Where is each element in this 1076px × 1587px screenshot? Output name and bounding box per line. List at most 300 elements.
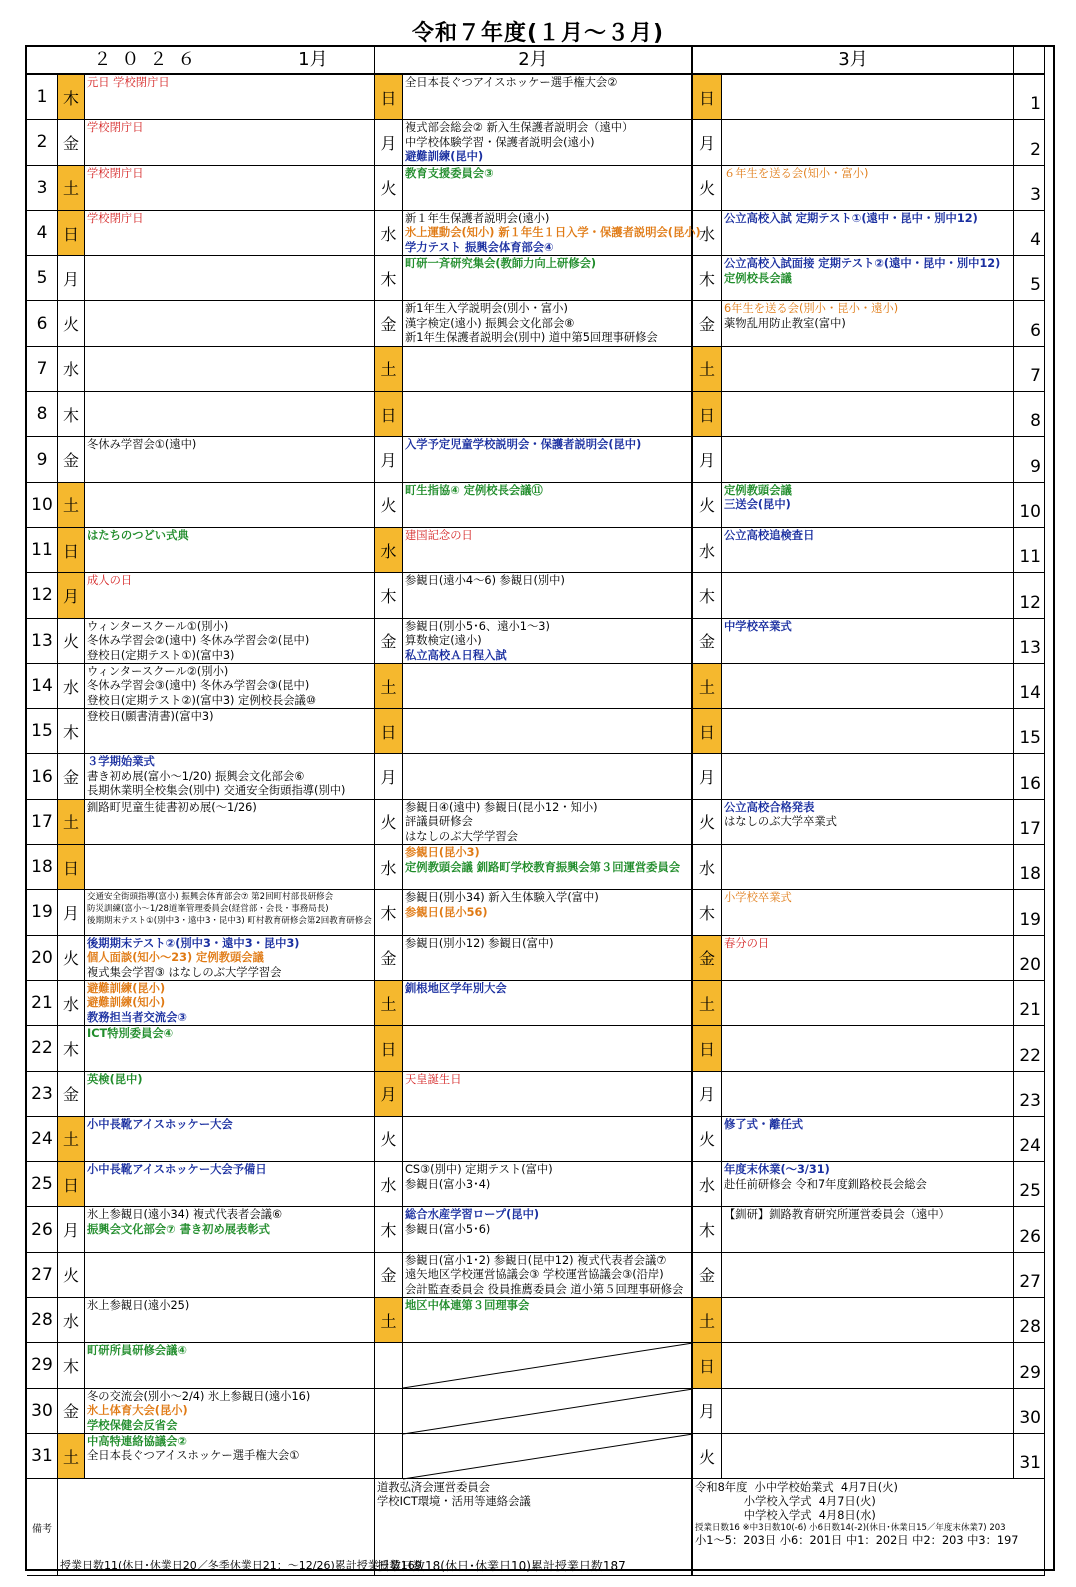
day-number-right: 10 xyxy=(1014,483,1045,528)
event-text: 6年生を送る会(別小・昆小・遠小) xyxy=(724,302,899,316)
event-text: 公立高校入試 定期テスト①(遠中・昆中・別中12) xyxy=(724,211,978,225)
events-january xyxy=(85,211,375,256)
weekday-february: 月 xyxy=(375,754,403,799)
weekday-march: 日 xyxy=(693,1343,722,1388)
event-text: はなしのぶ大学卒業式 xyxy=(724,815,837,829)
events-january xyxy=(85,120,375,165)
events-january xyxy=(85,1162,375,1207)
header-corner xyxy=(1014,47,1045,75)
weekday-january: 土 xyxy=(58,166,85,211)
events-february xyxy=(403,120,693,165)
weekday-march: 日 xyxy=(693,1026,722,1071)
event-text: ウィンタースクール②(別小) xyxy=(87,664,229,678)
events-january xyxy=(85,75,375,120)
event-text: 定例校長会議 xyxy=(724,271,792,285)
events-march xyxy=(722,1253,1014,1298)
events-march xyxy=(722,664,1014,709)
events-january xyxy=(85,1389,375,1434)
events-january xyxy=(85,1072,375,1117)
event-text: 総合水産学習ロープ(昆中) xyxy=(405,1208,540,1222)
weekday-january: 日 xyxy=(58,528,85,573)
weekday-march: 土 xyxy=(693,981,722,1026)
events-march xyxy=(722,528,1014,573)
month-label-january: 1月 xyxy=(298,49,328,70)
weekday-january: 月 xyxy=(58,890,85,935)
weekday-january: 金 xyxy=(58,437,85,482)
day-number: 25 xyxy=(27,1162,58,1207)
weekday-february: 水 xyxy=(375,845,403,890)
event-text: 年度末休業(～3/31) xyxy=(724,1163,830,1177)
weekday-january: 日 xyxy=(58,211,85,256)
event-text: 参観日(富小1･2) 参観日(昆中12) 複式代表者会議⑦ xyxy=(405,1253,667,1267)
events-january xyxy=(85,1298,375,1343)
weekday-january: 金 xyxy=(58,1072,85,1117)
february-total: 授業日数18(休日･休業日10)累計授業日数187 xyxy=(377,1559,626,1574)
event-text: 公立高校追検査日 xyxy=(724,528,815,542)
weekday-march: 月 xyxy=(693,1389,722,1434)
day-number: 2 xyxy=(27,120,58,165)
weekday-march: 月 xyxy=(693,120,722,165)
remarks-label: 備考 xyxy=(27,1479,58,1576)
event-text: 釧根地区学年別大会 xyxy=(405,981,507,995)
day-number: 4 xyxy=(27,211,58,256)
unused-day-slash xyxy=(403,1343,693,1389)
weekday-february: 土 xyxy=(375,1298,403,1343)
event-text: 教務担当者交流会③ xyxy=(87,1010,187,1024)
day-number: 8 xyxy=(27,392,58,437)
weekday-january: 木 xyxy=(58,709,85,754)
events-february xyxy=(403,166,693,211)
events-march xyxy=(722,483,1014,528)
events-february xyxy=(403,347,693,392)
events-february xyxy=(403,75,693,120)
events-january xyxy=(85,981,375,1026)
day-number-right: 5 xyxy=(1014,256,1045,301)
events-january xyxy=(85,1026,375,1071)
events-january xyxy=(85,301,375,346)
weekday-march: 月 xyxy=(693,1072,722,1117)
day-number-right: 30 xyxy=(1014,1389,1045,1434)
weekday-january: 水 xyxy=(58,981,85,1026)
day-number: 29 xyxy=(27,1343,58,1388)
day-number-right: 1 xyxy=(1014,75,1045,120)
calendar-grid xyxy=(25,45,1055,1574)
events-february xyxy=(403,1253,693,1298)
event-text: 参観日(別小34) 新入生体験入学(富中) xyxy=(405,891,599,905)
weekday-february: 木 xyxy=(375,890,403,935)
event-text: 小学校卒業式 xyxy=(724,891,792,905)
day-number-right: 28 xyxy=(1014,1298,1045,1343)
day-number: 12 xyxy=(27,573,58,618)
weekday-march: 土 xyxy=(693,1298,722,1343)
weekday-january: 土 xyxy=(58,800,85,845)
events-january xyxy=(85,619,375,664)
events-march xyxy=(722,437,1014,482)
event-text: 長期休業明全校集会(別中) 交通安全街頭指導(別中) xyxy=(87,784,346,798)
day-number: 28 xyxy=(27,1298,58,1343)
events-february xyxy=(403,1026,693,1071)
events-march xyxy=(722,709,1014,754)
weekday-january: 水 xyxy=(58,347,85,392)
events-february xyxy=(403,437,693,482)
weekday-march: 木 xyxy=(693,256,722,301)
weekday-february: 水 xyxy=(375,1162,403,1207)
weekday-february xyxy=(375,1389,403,1434)
weekday-march: 木 xyxy=(693,1207,722,1252)
weekday-january: 月 xyxy=(58,256,85,301)
march-total: 小1～5：203日 小6：201日 中1：202日 中2：203 中3：197 xyxy=(695,1534,1019,1548)
weekday-february: 水 xyxy=(375,528,403,573)
events-march xyxy=(722,754,1014,799)
day-number: 23 xyxy=(27,1072,58,1117)
weekday-february: 水 xyxy=(375,211,403,256)
day-number-right: 3 xyxy=(1014,166,1045,211)
weekday-february: 月 xyxy=(375,1072,403,1117)
events-january xyxy=(85,1253,375,1298)
event-text: 参観日(別小5･6、遠小1～3) xyxy=(405,619,550,633)
weekday-january: 月 xyxy=(58,573,85,618)
day-number: 30 xyxy=(27,1389,58,1434)
events-january xyxy=(85,709,375,754)
march-day-counts: 授業日数16 ※中3日数10(-6) 小6日数14(-2)(休日･休業日15／年度末休業7) 203 xyxy=(695,1523,1006,1534)
events-january xyxy=(85,890,375,935)
day-number: 17 xyxy=(27,800,58,845)
events-february xyxy=(403,936,693,981)
day-number-right: 7 xyxy=(1014,347,1045,392)
events-march xyxy=(722,619,1014,664)
weekday-february: 火 xyxy=(375,483,403,528)
event-text: 中高特連絡協議会② xyxy=(87,1434,187,1448)
events-february xyxy=(403,1117,693,1162)
event-text: 全日本長ぐつアイスホッケー選手権大会② xyxy=(405,76,618,89)
event-text: 氷上運動会(知小) 新１年生１日入学・保護者説明会(昆小) xyxy=(405,226,701,240)
event-text: 参観日(昆小3) xyxy=(405,846,480,860)
event-text: ６年生を送る会(知小・富小) xyxy=(724,166,869,180)
event-text: 避難訓練(昆小) xyxy=(87,981,166,995)
events-february xyxy=(403,528,693,573)
event-text: 登校日(定期テスト①)(富中3) xyxy=(87,648,235,662)
day-number-right: 27 xyxy=(1014,1253,1045,1298)
weekday-february: 木 xyxy=(375,256,403,301)
day-number-right: 18 xyxy=(1014,845,1045,890)
day-number: 9 xyxy=(27,437,58,482)
day-number-right: 2 xyxy=(1014,120,1045,165)
events-february xyxy=(403,573,693,618)
remark-line: 学校ICT環境・活用等連絡会議 xyxy=(377,1495,531,1509)
events-january xyxy=(85,256,375,301)
event-text: 定例教頭会議 釧路町学校教育振興会第３回運営委員会 xyxy=(405,860,681,874)
day-number: 21 xyxy=(27,981,58,1026)
weekday-february: 金 xyxy=(375,936,403,981)
events-january xyxy=(85,1207,375,1252)
event-text: 春分の日 xyxy=(724,936,770,950)
event-text: 学校閉庁日 xyxy=(87,211,144,225)
day-number-right: 4 xyxy=(1014,211,1045,256)
event-text: 天皇誕生日 xyxy=(405,1072,462,1086)
weekday-february: 金 xyxy=(375,301,403,346)
events-march xyxy=(722,1389,1014,1434)
event-text: 学力テスト 振興会体育部会④ xyxy=(405,240,554,254)
events-january xyxy=(85,936,375,981)
events-february xyxy=(403,483,693,528)
events-january xyxy=(85,347,375,392)
event-text: はたちのつどい式典 xyxy=(87,528,189,542)
day-number-right: 21 xyxy=(1014,981,1045,1026)
event-text: 成人の日 xyxy=(87,574,133,588)
event-text: 後期期末テスト①(別中3・遠中3・昆中3) 町村教育研修会第2回教育研修会 xyxy=(87,916,372,927)
day-number: 31 xyxy=(27,1434,58,1479)
day-number-right: 17 xyxy=(1014,800,1045,845)
events-january xyxy=(85,528,375,573)
events-march xyxy=(722,936,1014,981)
events-february xyxy=(403,1207,693,1252)
events-march xyxy=(722,211,1014,256)
events-february xyxy=(403,1434,693,1479)
events-march xyxy=(722,1162,1014,1207)
event-text: 全日本長ぐつアイスホッケー選手権大会① xyxy=(87,1449,300,1463)
event-text: 算数検定(遠小) xyxy=(405,634,482,648)
day-number: 13 xyxy=(27,619,58,664)
day-number-right: 16 xyxy=(1014,754,1045,799)
day-number: 3 xyxy=(27,166,58,211)
weekday-march: 金 xyxy=(693,619,722,664)
weekday-march: 日 xyxy=(693,392,722,437)
event-text: 書き初め展(富小～1/20) 振興会文化部会⑥ xyxy=(87,769,305,783)
january-total: 授業日数11(休日･休業日20／冬季休業日21：～12/26)累計授業日数169 xyxy=(60,1559,422,1573)
event-text: 交通安全街頭指導(富小) 振興会体育部会⑦ 第2回町村部長研修会 xyxy=(87,892,334,903)
weekday-february: 火 xyxy=(375,166,403,211)
events-march xyxy=(722,301,1014,346)
weekday-january: 木 xyxy=(58,75,85,120)
unused-day-slash xyxy=(403,1434,693,1480)
event-text: 【釧研】釧路教育研究所運営委員会（遠中） xyxy=(724,1208,950,1222)
events-march xyxy=(722,981,1014,1026)
weekday-february: 日 xyxy=(375,75,403,120)
day-number-right: 24 xyxy=(1014,1117,1045,1162)
event-text: 参観日(富小3･4) xyxy=(405,1177,491,1191)
weekday-march: 金 xyxy=(693,301,722,346)
weekday-march: 土 xyxy=(693,347,722,392)
day-number: 24 xyxy=(27,1117,58,1162)
event-text: 後期期末テスト②(別中3・遠中3・昆中3) xyxy=(87,936,300,950)
event-text: 防災訓練(富小～1/28道峯管理委員会(経営部・会長・事務局長) xyxy=(87,904,329,915)
event-text: 学校閉庁日 xyxy=(87,121,144,135)
events-march xyxy=(722,1026,1014,1071)
weekday-january: 月 xyxy=(58,1207,85,1252)
weekday-january: 木 xyxy=(58,1343,85,1388)
event-text: はなしのぶ大学学習会 xyxy=(405,829,518,843)
event-text: 氷上参観日(遠小34) 複式代表者会議⑥ xyxy=(87,1208,283,1222)
event-text: 建国記念の日 xyxy=(405,528,473,542)
events-january xyxy=(85,1434,375,1479)
events-march xyxy=(722,1298,1014,1343)
events-march xyxy=(722,256,1014,301)
weekday-march: 火 xyxy=(693,483,722,528)
event-text: 地区中体連第３回理事会 xyxy=(405,1299,530,1313)
remark-line: 中学校入学式 4月8日(水) xyxy=(695,1509,876,1523)
event-text: 参観日(別小12) 参観日(富中) xyxy=(405,936,554,950)
event-text: 町研一斉研究集会(教師力向上研修会) xyxy=(405,257,597,271)
weekday-march: 水 xyxy=(693,211,722,256)
event-text: 冬休み学習会②(遠中) 冬休み学習会②(昆中) xyxy=(87,634,310,648)
weekday-february: 土 xyxy=(375,981,403,1026)
page-title: 令和７年度(１月～３月) xyxy=(411,21,665,46)
weekday-march: 日 xyxy=(693,709,722,754)
day-number-right: 23 xyxy=(1014,1072,1045,1117)
day-number-right: 20 xyxy=(1014,936,1045,981)
event-text: 漢字検定(遠小) 振興会文化部会⑧ xyxy=(405,316,575,330)
events-january xyxy=(85,392,375,437)
day-number: 18 xyxy=(27,845,58,890)
weekday-january: 金 xyxy=(58,120,85,165)
events-march xyxy=(722,75,1014,120)
weekday-january: 火 xyxy=(58,301,85,346)
day-number: 10 xyxy=(27,483,58,528)
day-number-right: 19 xyxy=(1014,890,1045,935)
weekday-march: 月 xyxy=(693,437,722,482)
event-text: 氷上体育大会(昆小) xyxy=(87,1404,188,1418)
day-number: 26 xyxy=(27,1207,58,1252)
event-text: 参観日(富小5･6) xyxy=(405,1222,491,1236)
event-text: ICT特別委員会④ xyxy=(87,1027,174,1041)
day-number-right: 29 xyxy=(1014,1343,1045,1388)
year-label: ２０２６ xyxy=(93,49,206,70)
weekday-march: 水 xyxy=(693,1162,722,1207)
remarks-march xyxy=(693,1479,1045,1576)
events-february xyxy=(403,1162,693,1207)
day-number: 27 xyxy=(27,1253,58,1298)
event-text: 参観日(遠小4～6) 参観日(別中) xyxy=(405,574,565,588)
event-text: 振興会文化部会⑦ 書き初め展表彰式 xyxy=(87,1222,270,1236)
events-march xyxy=(722,890,1014,935)
weekday-march: 土 xyxy=(693,664,722,709)
weekday-january: 日 xyxy=(58,845,85,890)
events-march xyxy=(722,1434,1014,1479)
events-january xyxy=(85,437,375,482)
weekday-january: 水 xyxy=(58,1298,85,1343)
event-text: 個人面談(知小～23) 定例教頭会議 xyxy=(87,951,264,965)
day-number: 16 xyxy=(27,754,58,799)
day-number-right: 8 xyxy=(1014,392,1045,437)
day-number-right: 22 xyxy=(1014,1026,1045,1071)
event-text: 公立高校入試面接 定期テスト②(遠中・昆中・別中12) xyxy=(724,257,1001,271)
weekday-january: 火 xyxy=(58,1253,85,1298)
events-february xyxy=(403,664,693,709)
events-february xyxy=(403,800,693,845)
event-text: 入学予定児童学校説明会・保護者説明会(昆中) xyxy=(405,438,642,452)
events-january xyxy=(85,845,375,890)
events-january xyxy=(85,1343,375,1388)
day-number-right: 12 xyxy=(1014,573,1045,618)
event-text: 登校日(願書清書)(富中3) xyxy=(87,710,214,724)
event-text: 中学校体験学習・保護者説明会(遠小) xyxy=(405,135,595,149)
weekday-march: 火 xyxy=(693,1434,722,1479)
weekday-march: 火 xyxy=(693,800,722,845)
events-february xyxy=(403,1298,693,1343)
weekday-february: 金 xyxy=(375,1253,403,1298)
event-text: 新１年生保護者説明会(遠小) xyxy=(405,211,550,225)
events-february xyxy=(403,1389,693,1434)
event-text: 評議員研修会 xyxy=(405,815,473,829)
events-february xyxy=(403,256,693,301)
event-text: 小中長靴アイスホッケー大会予備日 xyxy=(87,1163,267,1177)
event-text: 冬休み学習会③(遠中) 冬休み学習会③(昆中) xyxy=(87,679,310,693)
weekday-march: 日 xyxy=(693,75,722,120)
events-february xyxy=(403,709,693,754)
events-february xyxy=(403,1343,693,1388)
weekday-february: 火 xyxy=(375,1117,403,1162)
unused-day-slash xyxy=(403,1389,693,1435)
weekday-february: 月 xyxy=(375,437,403,482)
event-text: 三送会(昆中) xyxy=(724,498,791,512)
event-text: ３学期始業式 xyxy=(87,755,155,769)
events-march xyxy=(722,573,1014,618)
event-text: 新1年生入学説明会(別小・富小) xyxy=(405,302,568,316)
weekday-march: 火 xyxy=(693,166,722,211)
events-january xyxy=(85,483,375,528)
weekday-january: 木 xyxy=(58,392,85,437)
event-text: 中学校卒業式 xyxy=(724,619,792,633)
events-march xyxy=(722,845,1014,890)
day-number: 14 xyxy=(27,664,58,709)
event-text: 避難訓練(知小) xyxy=(87,996,166,1010)
weekday-january: 金 xyxy=(58,1389,85,1434)
weekday-january: 土 xyxy=(58,483,85,528)
weekday-january: 金 xyxy=(58,754,85,799)
day-number: 6 xyxy=(27,301,58,346)
events-january xyxy=(85,1117,375,1162)
weekday-february: 月 xyxy=(375,120,403,165)
weekday-march: 木 xyxy=(693,890,722,935)
weekday-march: 水 xyxy=(693,845,722,890)
day-number-right: 11 xyxy=(1014,528,1045,573)
remark-line: 道教弘済会運営委員会 xyxy=(377,1481,490,1495)
weekday-february: 土 xyxy=(375,347,403,392)
weekday-february: 金 xyxy=(375,619,403,664)
day-number: 1 xyxy=(27,75,58,120)
events-march xyxy=(722,120,1014,165)
events-february xyxy=(403,754,693,799)
weekday-february: 木 xyxy=(375,1207,403,1252)
event-text: 参観日④(遠中) 参観日(昆小12・知小) xyxy=(405,800,598,814)
events-march xyxy=(722,800,1014,845)
events-february xyxy=(403,619,693,664)
remarks-february xyxy=(375,1479,693,1576)
weekday-march: 金 xyxy=(693,1253,722,1298)
event-text: 会計監査委員会 役員推薦委員会 道小第５回理事研修会 xyxy=(405,1282,684,1296)
events-january xyxy=(85,754,375,799)
event-text: 修了式・離任式 xyxy=(724,1117,804,1131)
events-february xyxy=(403,1072,693,1117)
event-text: 学校保健会反省会 xyxy=(87,1418,178,1432)
event-text: 釧路町児童生徒書初め展(～1/26) xyxy=(87,800,257,814)
remark-line: 令和8年度 小中学校始業式 4月7日(火) xyxy=(695,1481,898,1495)
weekday-january: 水 xyxy=(58,664,85,709)
event-text: 英検(昆中) xyxy=(87,1072,143,1086)
events-march xyxy=(722,1343,1014,1388)
day-number-right: 25 xyxy=(1014,1162,1045,1207)
event-text: 薬物乱用防止教室(富中) xyxy=(724,316,846,330)
event-text: 複式集会学習③ はなしのぶ大学学習会 xyxy=(87,965,282,979)
event-text: 定例教頭会議 xyxy=(724,483,792,497)
weekday-march: 火 xyxy=(693,1117,722,1162)
event-text: 冬休み学習会①(遠中) xyxy=(87,438,197,452)
event-text: 元日 学校閉庁日 xyxy=(87,76,170,89)
day-number: 20 xyxy=(27,936,58,981)
events-february xyxy=(403,301,693,346)
events-january xyxy=(85,166,375,211)
day-number-right: 26 xyxy=(1014,1207,1045,1252)
